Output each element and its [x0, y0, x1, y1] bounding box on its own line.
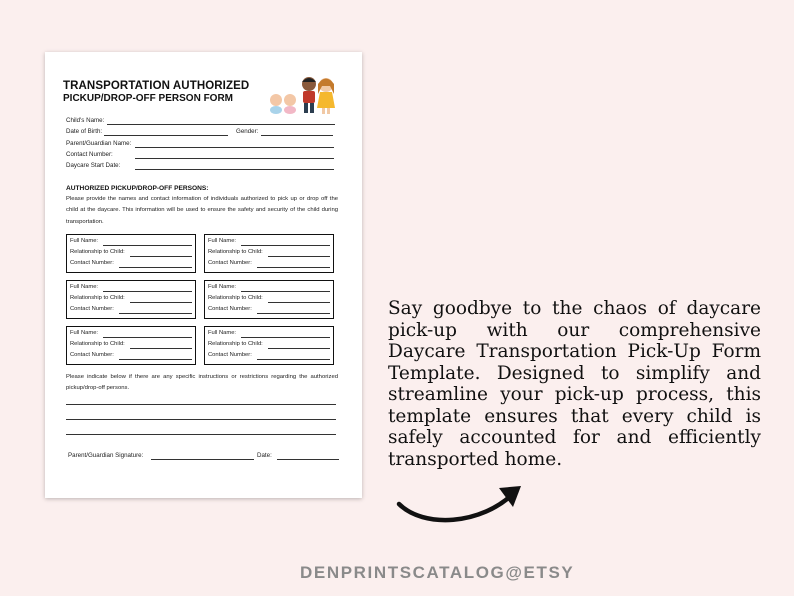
person-box-4 — [204, 280, 334, 319]
contact-label: Contact Number: — [208, 260, 252, 266]
relationship-line[interactable] — [268, 256, 330, 257]
relationship-label: Relationship to Child: — [208, 295, 263, 301]
contact-line[interactable] — [119, 359, 192, 360]
contact-number-line[interactable] — [135, 158, 334, 159]
product-tagline: Say goodbye to the chaos of daycare pick-up with our comprehensive Daycare Transportation Pick-Up Form Template. Designed to simplify and streamline your pick-up process, this template ensures that every child is safely accounted for and efficiently transported home. — [388, 298, 761, 470]
guardian-name-label: Parent/Guardian Name: — [66, 140, 132, 147]
guardian-name-line[interactable] — [135, 147, 334, 148]
relationship-label: Relationship to Child: — [208, 341, 263, 347]
full-name-label: Full Name: — [208, 330, 237, 336]
full-name-label: Full Name: — [208, 284, 237, 290]
full-name-line[interactable] — [241, 291, 330, 292]
full-name-label: Full Name: — [70, 330, 99, 336]
shop-name: DENPRINTSCATALOG@ETSY — [300, 563, 575, 582]
instructions-line-3[interactable] — [66, 434, 336, 435]
section-heading: AUTHORIZED PICKUP/DROP-OFF PERSONS: — [66, 185, 209, 192]
instructions-text: Please indicate below if there are any specific instructions or restrictions regarding the authorized pickup/drop-off persons. — [66, 374, 338, 392]
contact-line[interactable] — [257, 267, 330, 268]
instructions-line-1[interactable] — [66, 404, 336, 405]
full-name-line[interactable] — [103, 337, 192, 338]
date-line[interactable] — [277, 459, 339, 460]
contact-label: Contact Number: — [70, 260, 114, 266]
relationship-line[interactable] — [268, 348, 330, 349]
gender-label: Gender: — [236, 128, 259, 135]
contact-label: Contact Number: — [208, 352, 252, 358]
dob-line[interactable] — [104, 135, 228, 136]
relationship-label: Relationship to Child: — [70, 341, 125, 347]
contact-label: Contact Number: — [208, 306, 252, 312]
contact-number-label: Contact Number: — [66, 151, 113, 158]
date-label: Date: — [257, 452, 272, 459]
signature-label: Parent/Guardian Signature: — [68, 452, 144, 459]
full-name-line[interactable] — [103, 291, 192, 292]
child-name-label: Child's Name: — [66, 117, 105, 124]
person-box-5 — [66, 326, 196, 365]
relationship-line[interactable] — [130, 256, 192, 257]
form-title-line1: TRANSPORTATION AUTHORIZED — [63, 80, 250, 92]
form-title-line2: PICKUP/DROP-OFF PERSON FORM — [63, 93, 234, 104]
contact-label: Contact Number: — [70, 352, 114, 358]
contact-line[interactable] — [257, 313, 330, 314]
curved-arrow-icon — [395, 480, 530, 528]
signature-line[interactable] — [151, 459, 254, 460]
person-box-3 — [66, 280, 196, 319]
full-name-line[interactable] — [241, 245, 330, 246]
relationship-line[interactable] — [268, 302, 330, 303]
full-name-line[interactable] — [103, 245, 192, 246]
section-text: Please provide the names and contact information of individuals authorized to pick up or drop off the child at the daycare. This information will be used to ensure the safety and security of the child during transportation. — [66, 196, 338, 225]
person-box-1 — [66, 234, 196, 273]
start-date-line[interactable] — [135, 169, 334, 170]
relationship-label: Relationship to Child: — [70, 295, 125, 301]
relationship-label: Relationship to Child: — [70, 249, 125, 255]
children-illustration-icon — [267, 74, 337, 114]
relationship-line[interactable] — [130, 348, 192, 349]
full-name-line[interactable] — [241, 337, 330, 338]
full-name-label: Full Name: — [70, 284, 99, 290]
contact-line[interactable] — [257, 359, 330, 360]
child-name-line[interactable] — [107, 124, 335, 125]
contact-label: Contact Number: — [70, 306, 114, 312]
full-name-label: Full Name: — [208, 238, 237, 244]
contact-line[interactable] — [119, 313, 192, 314]
person-box-2 — [204, 234, 334, 273]
full-name-label: Full Name: — [70, 238, 99, 244]
relationship-line[interactable] — [130, 302, 192, 303]
start-date-label: Daycare Start Date: — [66, 162, 121, 169]
instructions-line-2[interactable] — [66, 419, 336, 420]
dob-label: Date of Birth: — [66, 128, 103, 135]
relationship-label: Relationship to Child: — [208, 249, 263, 255]
contact-line[interactable] — [119, 267, 192, 268]
form-page — [45, 52, 362, 498]
gender-line[interactable] — [261, 135, 333, 136]
person-box-6 — [204, 326, 334, 365]
